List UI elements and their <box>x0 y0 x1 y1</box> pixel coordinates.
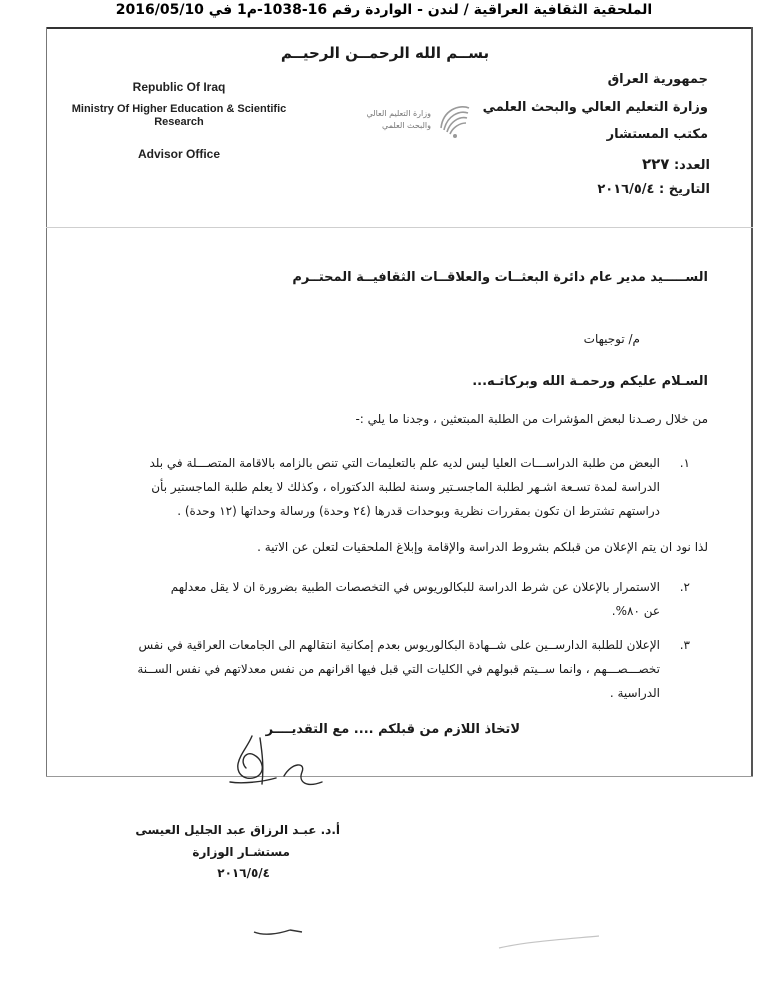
ink-mark <box>250 920 310 942</box>
item-1-line-1: البعض من طلبة الدراســـات العليا ليس لديه علم بالتعليمات التي تنص بالزامه بالاقامة المتصـــلة في بلد <box>149 456 660 470</box>
logo-text-line2: والبحث العلمي <box>382 121 431 130</box>
signatory-title: مستشـار الوزارة <box>192 845 290 859</box>
frame-left-border <box>46 27 47 777</box>
header-divider <box>46 227 753 228</box>
intro-paragraph: من خلال رصـدنا لبعض المؤشرات من الطلبة المبتعثين ، وجدنا ما يلي :- <box>355 412 708 426</box>
subject-line: م/ توجيهات <box>583 332 640 346</box>
item-1-line-2: الدراسة لمدة تسـعة اشـهر لطلبة الماجسـتير وسنة لطلبة الدكتوراه ، وكذلك لا يعلم طلبة الماجستير بأن <box>151 480 660 494</box>
signatory-name: أ.د. عبـد الرزاق عبد الجليل العيسى <box>135 823 340 837</box>
item-3-number: ٣. <box>679 638 690 652</box>
header-country-en: Republic Of Iraq <box>132 80 226 94</box>
header-country-ar: جمهورية العراق <box>607 72 708 87</box>
item-2-line-1: الاستمرار بالإعلان عن شرط الدراسة للبكالوريوس في التخصصات الطبية بضرورة ان لا يقل معدلهم <box>170 580 660 594</box>
frame-bottom-border <box>46 776 753 777</box>
addressee: الســـــيد مدير عام دائرة البعثــات والعلاقــات الثقافيــة المحتــرم <box>292 270 708 285</box>
item-2-number: ٢. <box>679 580 690 594</box>
faint-pen-stroke <box>495 930 605 954</box>
document-date-row <box>540 182 710 197</box>
ministry-logo <box>325 98 480 143</box>
handwritten-signature <box>222 732 332 794</box>
basmala: بســم الله الرحمــن الرحيــم <box>280 44 490 62</box>
logo-text-line1: وزارة التعليم العالي <box>366 109 431 118</box>
item-3-line-1: الإعلان للطلبة الدارســين على شــهادة البكالوريوس بعدم إمكانية انتقالهم الى الجامعات العراقية في نفس <box>138 638 660 652</box>
greeting: السـلام عليكم ورحمـة الله وبركاتـه... <box>472 374 708 389</box>
item-3-line-2: تخصـــصـــهم ، وانما ســيتم قبولهم في الكليات التي قبل فيها اقرانهم من نفس معدلاتهم في نفس الســنة <box>137 662 660 676</box>
reference-number-row <box>560 155 710 173</box>
header-office-ar: مكتب المستشار <box>606 127 708 142</box>
signatory-date: ٢٠١٦/٥/٤ <box>217 866 270 880</box>
document-date-value: ٢٠١٦/٥/٤ <box>597 182 655 197</box>
frame-top-border <box>46 27 753 29</box>
request-paragraph: لذا نود ان يتم الإعلان من قبلكم بشروط الدراسة والإقامة وإبلاغ الملحقيات لتعلن عن الاتية . <box>257 540 708 554</box>
header-ministry-en: Ministry Of Higher Education & Scientific Research <box>71 103 287 128</box>
reference-number-label: العدد: <box>673 158 710 173</box>
closing-line: لاتخاذ اللازم من قبلكم .... مع التقديــــر <box>265 722 520 737</box>
received-stamp-line: الملحقية الثقافية العراقية / لندن - الواردة رقم 16-1038-م1 في 2016/05/10 <box>115 2 653 18</box>
reference-number-value: ٢٢٧ <box>641 155 670 173</box>
ministry-logo-icon <box>435 98 475 140</box>
item-3-line-3: الدراسية . <box>609 686 660 700</box>
item-2-line-2: عن ٨٠%. <box>611 604 660 618</box>
header-office-en: Advisor Office <box>137 147 221 161</box>
item-1-line-3: دراستهم تشترط ان تكون بمقررات نظرية وبوحدات قدرها (٢٤ وحدة) ورسالة وحداتها (١٢ وحدة) . <box>177 504 660 518</box>
document-date-label: التاريخ : <box>659 182 710 197</box>
header-ministry-ar: وزارة التعليم العالي والبحث العلمي <box>482 100 708 115</box>
item-1-number: ١. <box>679 456 690 470</box>
frame-right-border <box>751 27 753 777</box>
